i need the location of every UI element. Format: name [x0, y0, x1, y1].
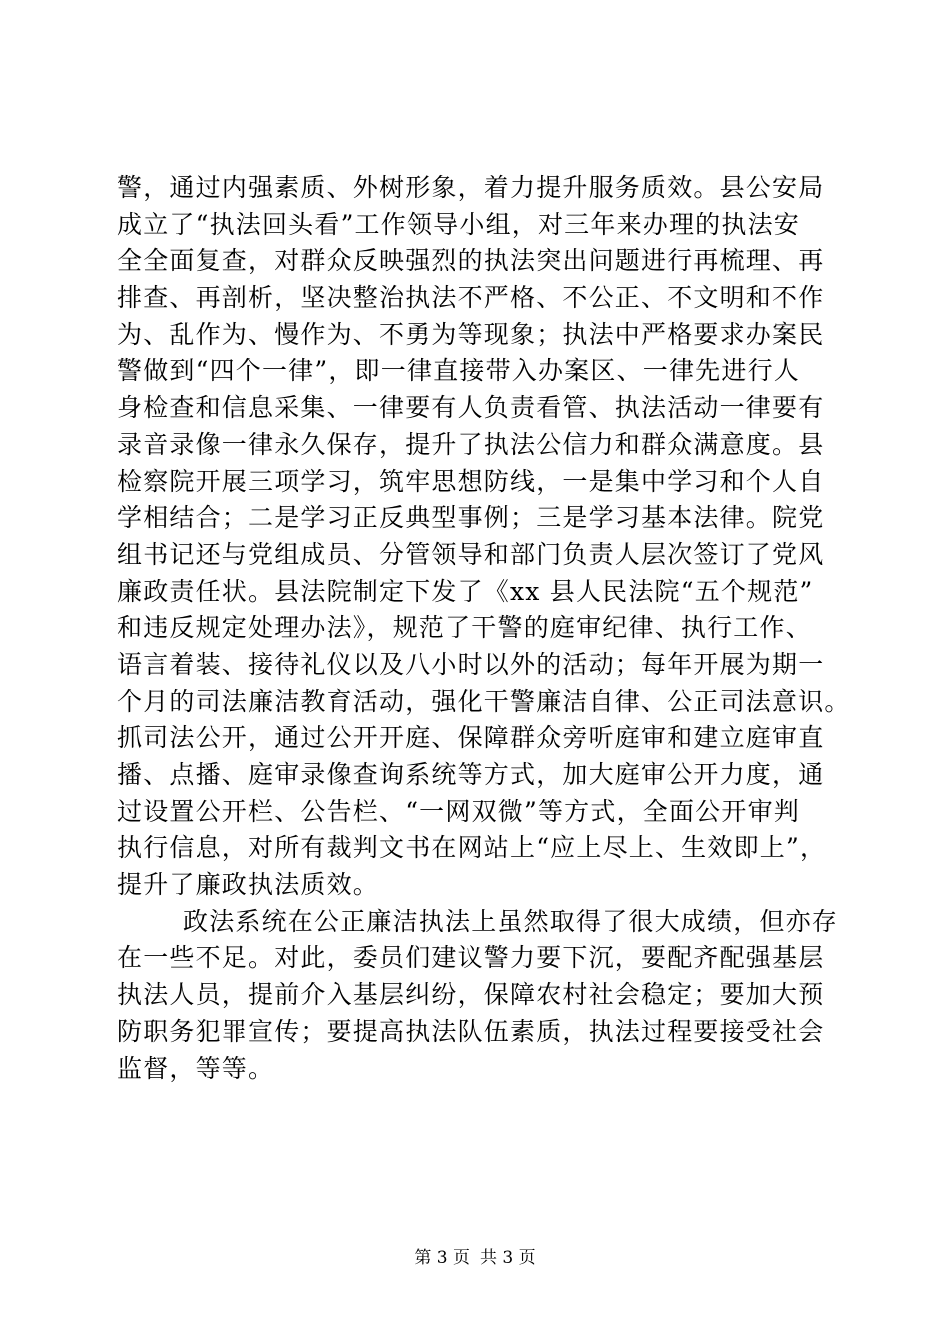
text-line: 防职务犯罪宣传；要提高执法队伍素质，执法过程要接受社会 [117, 1016, 825, 1046]
page-footer [0, 1243, 950, 1268]
text-line: 在一些不足。对此，委员们建议警力要下沉，要配齐配强基层 [117, 943, 825, 973]
text-line: 廉政责任状。县法院制定下发了《xx 县人民法院“五个规范” [117, 576, 814, 606]
text-line: 语言着装、接待礼仪以及八小时以外的活动；每年开展为期一 [117, 649, 825, 679]
text-line: 抓司法公开，通过公开开庭、保障群众旁听庭审和建立庭审直 [117, 723, 825, 753]
text-line: 播、点播、庭审录像查询系统等方式，加大庭审公开力度，通 [117, 760, 825, 789]
text-line: 检察院开展三项学习，筑牢思想防线，一是集中学习和个人自 [117, 466, 825, 496]
text-line: 身检查和信息采集、一律要有人负责看管、执法活动一律要有 [117, 393, 825, 423]
text-line: 执法人员，提前介入基层纠纷，保障农村社会稳定；要加大预 [117, 980, 825, 1010]
text-line: 过设置公开栏、公告栏、“一网双微”等方式，全面公开审判 [117, 796, 800, 826]
text-line: 监督，等等。 [117, 1053, 275, 1083]
text-line: 成立了“执法回头看”工作领导小组，对三年来办理的执法安 [117, 209, 800, 239]
text-line: 全全面复查，对群众反映强烈的执法突出问题进行再梳理、再 [117, 246, 825, 276]
text-line: 提升了廉政执法质效。 [117, 870, 380, 900]
page-total: 共 3 页 [480, 1248, 536, 1268]
text-line: 组书记还与党组成员、分管领导和部门负责人层次签订了党风 [117, 539, 825, 569]
paragraph-first-line: 政法系统在公正廉洁执法上虽然取得了很大成绩，但亦存 [183, 906, 839, 936]
text-line: 学相结合；二是学习正反典型事例；三是学习基本法律。院党 [117, 503, 825, 533]
page-number: 第 3 页 [414, 1248, 470, 1268]
text-line: 执行信息，对所有裁判文书在网站上“应上尽上、生效即上”， [117, 833, 827, 863]
document-body [117, 170, 851, 1087]
text-line: 录音录像一律永久保存，提升了执法公信力和群众满意度。县 [117, 429, 825, 459]
text-line: 排查、再剖析，坚决整治执法不严格、不公正、不文明和不作 [117, 283, 825, 313]
text-line: 个月的司法廉洁教育活动，强化干警廉洁自律、公正司法意识。 [117, 686, 851, 716]
text-line: 和违反规定处理办法》，规范了干警的庭审纪律、执行工作、 [117, 613, 812, 643]
text-line: 警，通过内强素质、外树形象，着力提升服务质效。县公安局 [117, 173, 825, 202]
text-line: 警做到“四个一律”，即一律直接带入办案区、一律先进行人 [117, 356, 800, 386]
text-line: 为、乱作为、慢作为、不勇为等现象；执法中严格要求办案民 [117, 319, 825, 349]
